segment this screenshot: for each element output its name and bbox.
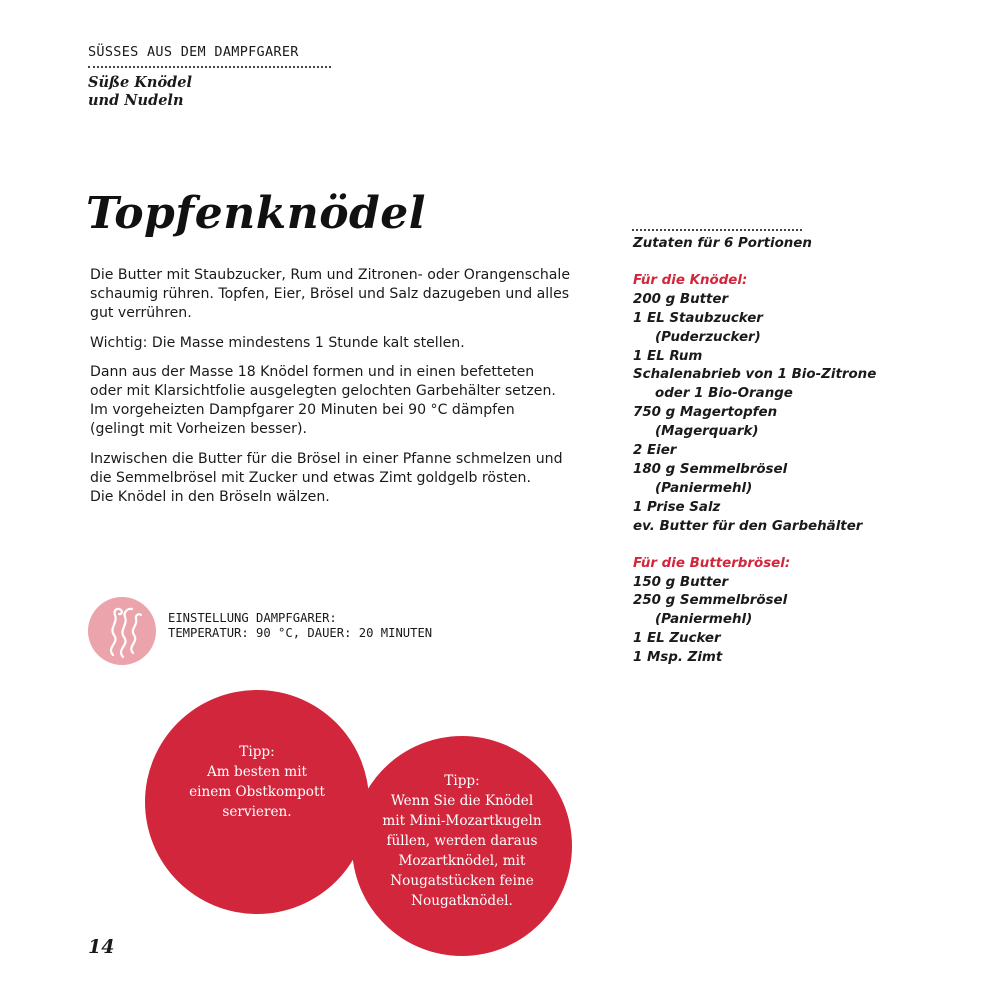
instruction-paragraph: Wichtig: Die Masse mindestens 1 Stunde kalt stellen. xyxy=(90,334,465,351)
ingredient-item: 180 g Semmelbrösel xyxy=(633,461,788,477)
header-divider xyxy=(88,66,331,68)
steam-icon xyxy=(88,597,156,665)
ingredients-list xyxy=(633,235,933,686)
ingredient-item-note: (Magerquark) xyxy=(655,424,759,440)
servings-label: Zutaten für 6 Portionen xyxy=(633,236,812,251)
ingredients-divider xyxy=(632,229,802,231)
ingredient-item: 750 g Magertopfen xyxy=(633,405,778,421)
tip-text: Tipp: Am besten mit einem Obstkompott servieren. xyxy=(189,744,325,820)
ingredient-item: 150 g Butter xyxy=(633,574,729,590)
ingredient-item: 200 g Butter xyxy=(633,291,729,307)
ingredient-item: 1 EL Rum xyxy=(633,348,703,364)
ingredient-item: 1 Prise Salz xyxy=(633,499,721,515)
ingredient-item: 2 Eier xyxy=(633,443,677,459)
tip-bubble xyxy=(145,690,369,914)
ingredient-item-note: (Puderzucker) xyxy=(655,329,761,345)
recipe-title: Topfenknödel xyxy=(86,188,427,239)
chapter-title-line-1: Süße Knödel xyxy=(88,74,192,91)
section-label: SÜSSES AUS DEM DAMPFGARER xyxy=(88,44,299,60)
instruction-paragraph: Inzwischen die Butter für die Brösel in einer Pfanne schmelzen und die Semmelbrösel mit Zucker und etwas Zimt goldgelb rösten. Die Knödel in den Bröseln wälzen. xyxy=(90,450,563,506)
ingredient-item: Schalenabrieb von 1 Bio-Zitrone xyxy=(633,367,877,383)
ingredient-item: 1 EL Zucker xyxy=(633,631,721,647)
ingredient-group xyxy=(633,555,933,668)
steamer-setting-title: EINSTELLUNG DAMPFGARER: xyxy=(168,611,337,625)
ingredient-item: 1 EL Staubzucker xyxy=(633,310,763,326)
ingredient-item-note: oder 1 Bio-Orange xyxy=(655,386,793,402)
ingredient-item: 1 Msp. Zimt xyxy=(633,650,723,666)
instruction-paragraph: Die Butter mit Staubzucker, Rum und Zitronen- oder Orangenschale schaumig rühren. Topfen, Eier, Brösel und Salz dazugeben und alles gut verrühren. xyxy=(90,267,570,322)
tip-text: Tipp: Wenn Sie die Knödel mit Mini-Mozartkugeln füllen, werden daraus Mozartknödel, mit Nougatstücken feine Nougatknödel. xyxy=(382,773,542,909)
chapter-title xyxy=(88,74,288,110)
instructions xyxy=(90,266,600,517)
steamer-setting xyxy=(168,611,432,640)
ingredient-group-title: Für die Butterbrösel: xyxy=(633,555,791,571)
ingredient-group xyxy=(633,272,933,537)
steamer-setting-values: TEMPERATUR: 90 °C, DAUER: 20 MINUTEN xyxy=(168,625,433,640)
tip-bubble xyxy=(352,736,572,956)
instruction-paragraph: Dann aus der Masse 18 Knödel formen und in einen befetteten oder mit Klarsichtfolie ausgelegten gelochten Garbehälter setzen. Im vorgeheizten Dampfgarer 20 Minuten bei 90 °C dämpfen (gelingt mit Vorheizen besser). xyxy=(90,363,556,438)
page-number: 14 xyxy=(88,936,115,958)
ingredient-group-title: Für die Knödel: xyxy=(633,272,748,288)
ingredient-item-note: (Paniermehl) xyxy=(655,612,753,628)
ingredient-item-note: (Paniermehl) xyxy=(655,480,753,496)
ingredient-item: ev. Butter für den Garbehälter xyxy=(633,518,863,534)
chapter-title-line-2: und Nudeln xyxy=(88,92,184,109)
ingredient-item: 250 g Semmelbrösel xyxy=(633,593,788,609)
